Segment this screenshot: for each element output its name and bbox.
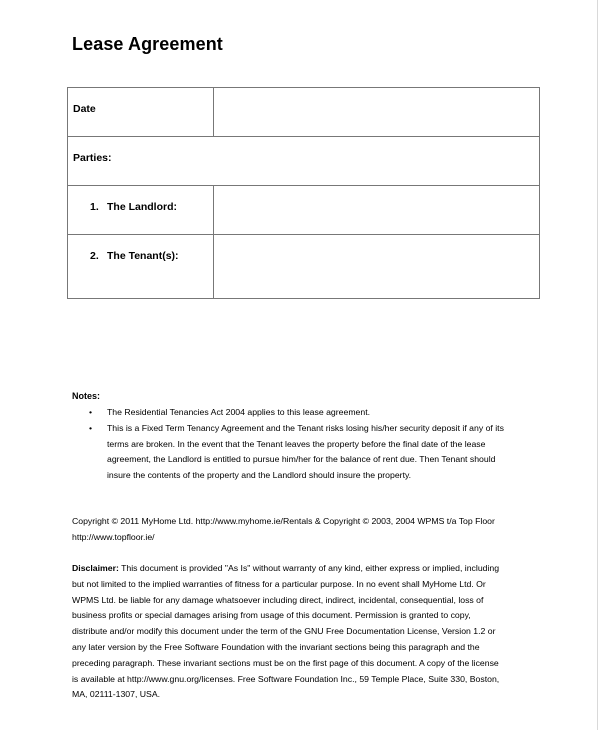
tenant-row <box>68 235 540 299</box>
landlord-number: 1. <box>90 201 99 213</box>
landlord-field[interactable] <box>214 186 540 235</box>
document-title: Lease Agreement <box>72 34 223 54</box>
note-text: This is a Fixed Term Tenancy Agreement and the Tenant risks losing his/her security deposit if any of its terms are broken. In the event that the Tenant leaves the property before the final date of the lease agreement, the Landlord is entitled to pursue him/her for the balance of rent due. Then Tenant should insure the contents of the property and the Landlord should insure the property. <box>107 422 504 481</box>
date-label: Date <box>68 88 214 137</box>
landlord-label: The Landlord: <box>107 201 177 213</box>
tenant-label: The Tenant(s): <box>107 250 179 262</box>
copyright-text: Copyright © 2011 MyHome Ltd. http://www.myhome.ie/Rentals & Copyright © 2003, 2004 WPMS t/a Top Floor http://www.topfloor.ie/ <box>72 516 495 542</box>
note-item <box>72 421 512 484</box>
disclaimer <box>72 561 502 703</box>
disclaimer-text: This document is provided "As Is" without warranty of any kind, either express or implied, including but not limited to the implied warranties of fitness for a particular purpose. In no event shall MyHome Ltd. Or WPMS Ltd. be liable for any damage whatsoever including direct, indirect, incidental, consequential, loss of business profits or special damages arising from usage of this document. Permission is granted to copy, distribute and/or modify this document under the term of the GNU Free Documentation License, Version 1.2 or any later version by the Free Software Foundation with the invariant sections being this paragraph and the preceding paragraph. These invariant sections must be on the first page of this document. A copy of the license is available at http://www.gnu.org/licenses. Free Software Foundation Inc., 59 Temple Place, Suite 330, Boston, MA, 02111-1307, USA. <box>72 563 500 700</box>
parties-row <box>68 137 540 186</box>
parties-label: Parties: <box>68 137 540 186</box>
landlord-label-cell <box>68 186 214 235</box>
tenant-number: 2. <box>90 250 99 262</box>
landlord-row <box>68 186 540 235</box>
notes-heading: Notes: <box>72 391 101 401</box>
notes-list <box>72 405 512 484</box>
disclaimer-label: Disclaimer: <box>72 563 119 573</box>
note-item <box>72 405 512 421</box>
lease-form-table <box>67 87 540 299</box>
bullet-icon: • <box>89 407 93 417</box>
bullet-icon: • <box>89 422 93 433</box>
tenant-field[interactable] <box>214 235 540 299</box>
tenant-label-cell <box>68 235 214 299</box>
date-field[interactable] <box>214 88 540 137</box>
date-row <box>68 88 540 137</box>
note-text: The Residential Tenancies Act 2004 applies to this lease agreement. <box>107 407 371 417</box>
